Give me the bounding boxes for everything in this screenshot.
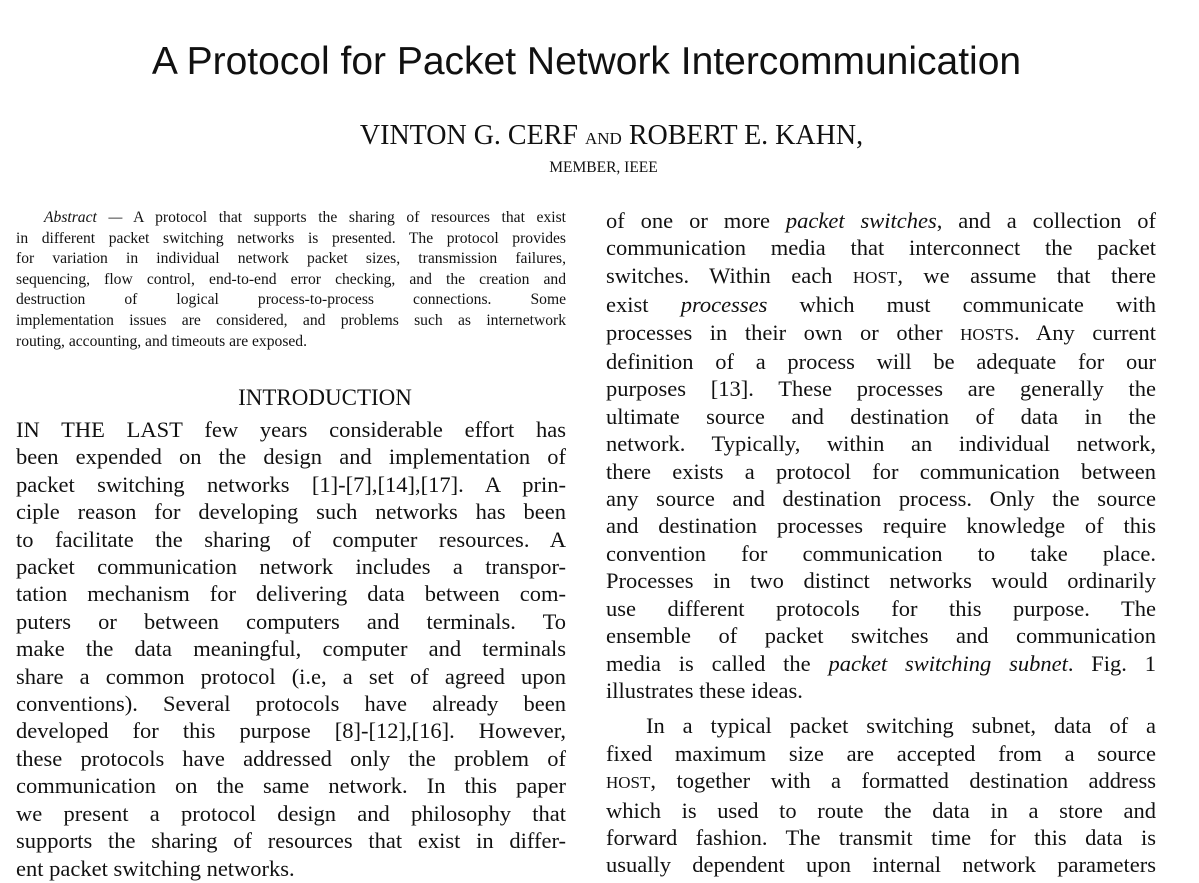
body-line: communication media that interconnect the packet bbox=[606, 235, 1156, 261]
body-line: packet switching networks [1]-[7],[14],[17]. A prin- bbox=[16, 471, 566, 497]
abstract-line: Abstract — A protocol that supports the sharing of resources that exist bbox=[44, 209, 566, 226]
abstract-line: routing, accounting, and timeouts are exposed. bbox=[16, 332, 308, 350]
body-line: we present a protocol design and philosophy that bbox=[16, 800, 566, 826]
abstract bbox=[16, 208, 566, 352]
right-column bbox=[606, 207, 1156, 879]
body-line: ent packet switching networks. bbox=[16, 855, 295, 881]
author-affiliation: MEMBER, IEEE bbox=[549, 159, 658, 176]
author-conjunction: AND bbox=[584, 129, 622, 148]
body-line: ultimate source and destination of data in the bbox=[606, 403, 1156, 429]
body-line: illustrates these ideas. bbox=[606, 677, 803, 703]
body-line: usually dependent upon internal network parameters bbox=[606, 852, 1156, 878]
body-line: processes in their own or other HOSTS. Any current bbox=[606, 319, 1156, 345]
body-line: forward fashion. The transmit time for this data is bbox=[606, 824, 1156, 850]
body-line: fixed maximum size are accepted from a source bbox=[606, 740, 1156, 766]
body-line: and destination processes require knowledge of this bbox=[606, 513, 1156, 539]
body-line: switches. Within each HOST, we assume that there bbox=[606, 262, 1156, 288]
section-heading: INTRODUCTION bbox=[238, 385, 412, 410]
body-line: which is used to route the data in a store and bbox=[606, 797, 1156, 823]
author-line bbox=[0, 119, 1199, 156]
body-line: puters or between computers and terminals. To bbox=[16, 608, 566, 634]
body-line: exist processes which must communicate with bbox=[606, 292, 1157, 318]
body-line: tation mechanism for delivering data between com- bbox=[16, 581, 566, 607]
abstract-line: sequencing, flow control, end-to-end error checking, and the creation and bbox=[16, 270, 566, 288]
body-line: use different protocols for this purpose. The bbox=[606, 595, 1156, 621]
body-line: In a typical packet switching subnet, data of a bbox=[646, 713, 1156, 739]
lead-in: IN THE LAST bbox=[16, 417, 183, 442]
body-line: purposes [13]. These processes are generally the bbox=[606, 376, 1156, 402]
body-line: to facilitate the sharing of computer resources. A bbox=[16, 526, 566, 552]
author-cerf: VINTON G. CERF bbox=[359, 120, 578, 151]
body-line: ensemble of packet switches and communication bbox=[606, 623, 1156, 649]
body-line: HOST, together with a formatted destination address bbox=[606, 768, 1156, 794]
body-line: make the data meaningful, computer and terminals bbox=[16, 636, 566, 662]
body-line: communication on the same network. In this paper bbox=[16, 773, 566, 799]
body-line: media is called the packet switching subnet. Fig. 1 bbox=[606, 650, 1157, 676]
body-line: supports the sharing of resources that exist in differ- bbox=[16, 828, 566, 854]
abstract-label: Abstract — bbox=[44, 209, 123, 226]
body-line: definition of a process will be adequate for our bbox=[606, 349, 1156, 375]
introduction-body bbox=[16, 416, 566, 882]
body-line: developed for this purpose [8]-[12],[16]. However, bbox=[16, 718, 566, 744]
body-line: any source and destination process. Only the source bbox=[606, 486, 1156, 512]
body-line: of one or more packet switches, and a collection of bbox=[606, 208, 1156, 233]
abstract-line: implementation issues are considered, and problems such as internetwork bbox=[16, 311, 566, 329]
body-line: IN THE LAST few years considerable effort has bbox=[16, 417, 567, 442]
body-line: there exists a protocol for communication between bbox=[606, 458, 1156, 484]
body-line: ciple reason for developing such networks has been bbox=[16, 499, 566, 525]
abstract-line: destruction of logical process-to-process connections. Some bbox=[16, 291, 566, 309]
body-line: Processes in two distinct networks would ordinarily bbox=[606, 568, 1156, 594]
body-line: conventions). Several protocols have already been bbox=[16, 691, 566, 717]
author-kahn: ROBERT E. KAHN, bbox=[628, 120, 864, 151]
abstract-line: for variation in individual network packet sizes, transmission failures, bbox=[16, 250, 566, 268]
body-line: been expended on the design and implementation of bbox=[16, 444, 566, 470]
body-line: packet communication network includes a transpor- bbox=[16, 554, 566, 580]
body-line: share a common protocol (i.e, a set of agreed upon bbox=[16, 663, 566, 689]
abstract-line: in different packet switching networks is presented. The protocol provides bbox=[16, 229, 566, 247]
body-line: convention for communication to take place. bbox=[606, 540, 1156, 566]
paper-title: A Protocol for Packet Network Intercommunication bbox=[151, 40, 1022, 83]
body-line: network. Typically, within an individual network, bbox=[606, 431, 1156, 457]
body-line: these protocols have addressed only the problem of bbox=[16, 745, 566, 771]
